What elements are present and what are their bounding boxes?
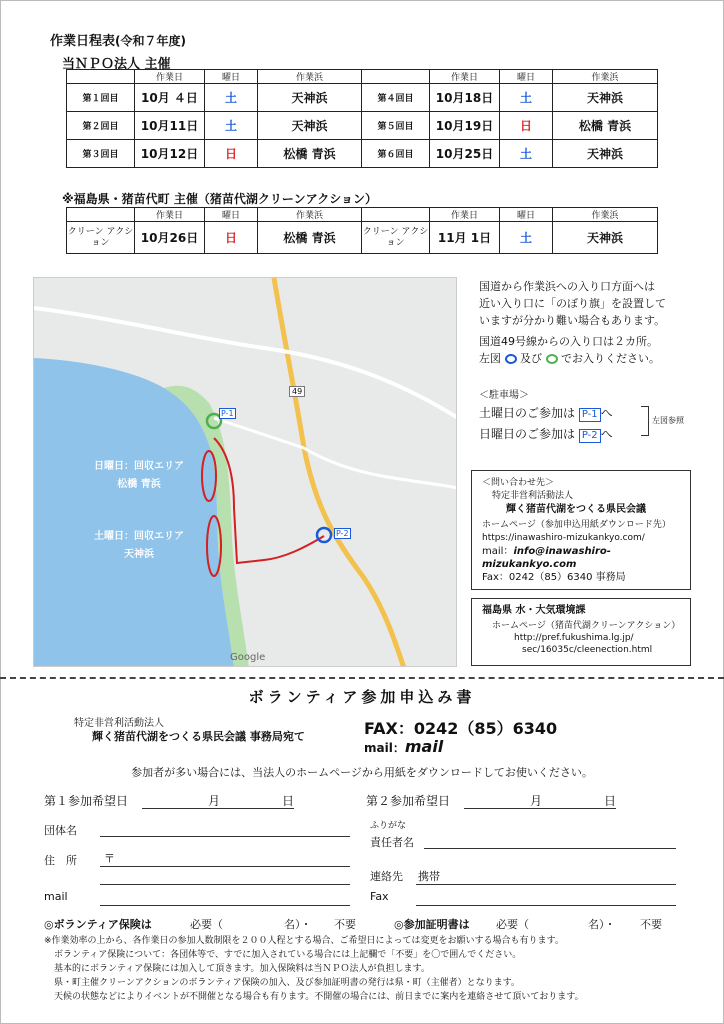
parking-saturday: 土曜日のご参加は P-1 へ [479, 406, 613, 420]
date-cell: 10月26日 [135, 222, 205, 254]
date-cell: 10月25日 [430, 140, 500, 168]
note-line: 県・町主催クリーンアクションのボランティア保険の加入、及び参加証明書の発行は県・町（主催者）となります。 [54, 978, 520, 988]
beach-cell: 天神浜 [553, 140, 658, 168]
route-49-road [274, 278, 404, 667]
beach-cell: 天神浜 [258, 84, 362, 112]
header-weekday: 曜日 [205, 70, 258, 84]
form-fax: FAX：0242（85）6340 [364, 719, 558, 738]
insurance-label: ◎ボランティア保険は [44, 918, 152, 931]
header-date: 作業日 [135, 208, 205, 222]
clean-action-heading: ※福島県・猪苗代町 主催（猪苗代湖クリーンアクション） [62, 192, 378, 206]
certificate-label: ◎参加証明書は [394, 918, 470, 931]
notes [44, 934, 720, 1004]
header-date: 作業日 [135, 70, 205, 84]
address-field[interactable] [100, 866, 350, 867]
table-header-row [67, 70, 658, 84]
note-line: 天候の状態などによりイベントが不開催となる場合も有ります。不開催の場合には、前日までに案内を連絡させて頂いております。 [54, 992, 584, 1002]
weekday-cell: 日 [205, 140, 258, 168]
date-cell: 10月 ４日 [135, 84, 205, 112]
header-weekday: 曜日 [500, 70, 553, 84]
weekday-cell: 日 [205, 222, 258, 254]
download-note: 参加者が多い場合には、当法人のホームページから用紙をダウンロードしてお使いください。 [131, 766, 593, 779]
leader-label: 責任者名 [370, 836, 414, 849]
parking-heading: ＜駐車場＞ [479, 390, 529, 401]
contact-label: 連絡先 [370, 870, 403, 883]
contact-box: ＜問い合わせ先＞ 特定非営利活動法人 輝く猪苗代湖をつくる県民会議 ホームページ（参加申込用紙ダウンロード先） https://inawashiro-mizukankyo.com/ mail：info@inawashiro-mizukankyo.com Fax：0242（85）6340 事務局 [471, 470, 691, 590]
fax-label: Fax [370, 890, 389, 903]
wish-date-2-label: 第２参加希望日 [366, 794, 451, 808]
order-cell: クリーン アクション [362, 222, 430, 254]
form-title: ボランティア参加申込み書 [248, 688, 476, 706]
mobile-label: 携帯 [418, 870, 440, 883]
header-beach: 作業浜 [553, 70, 658, 84]
sunday-area-label: 日曜日：回収エリア 松橋 青浜 [94, 461, 184, 490]
table-row [67, 112, 658, 140]
date-cell: 11月 1日 [430, 222, 500, 254]
mail-label: mail [44, 890, 68, 903]
certificate-need[interactable]: 必要（ [496, 918, 529, 931]
weekday-cell: 日 [500, 112, 553, 140]
order-cell: クリーン アクション [67, 222, 135, 254]
beach-cell: 松橋 青浜 [258, 140, 362, 168]
p2-map-label: P-2 [336, 529, 349, 538]
schedule-title: 作業日程表(令和７年度) [50, 34, 186, 49]
month-label: 月 [530, 794, 543, 808]
date-cell: 10月12日 [135, 140, 205, 168]
saturday-area-label: 土曜日：回収エリア 天神浜 [94, 531, 184, 560]
furigana-label: ふりがな [370, 821, 407, 831]
day-label: 日 [604, 794, 617, 808]
fax-field[interactable] [416, 905, 676, 906]
weekday-cell: 土 [500, 140, 553, 168]
cut-line [0, 677, 724, 679]
insurance-persons: 名）・ [284, 918, 312, 931]
weekday-cell: 土 [500, 84, 553, 112]
npo-heading: 当ＮＰＯ法人 主催 [62, 57, 171, 72]
group-field[interactable] [100, 836, 350, 837]
beach-cell: 天神浜 [553, 222, 658, 254]
header-weekday: 曜日 [500, 208, 553, 222]
date-cell: 10月11日 [135, 112, 205, 140]
header-weekday: 曜日 [205, 208, 258, 222]
certificate-no-need[interactable]: 不要 [640, 918, 662, 931]
address-field-2[interactable] [100, 884, 350, 885]
table-row [67, 84, 658, 112]
order-cell: 第５回目 [362, 112, 430, 140]
beach-cell: 天神浜 [258, 112, 362, 140]
wish-date-1-label: 第１参加希望日 [44, 794, 129, 808]
order-cell: 第３回目 [67, 140, 135, 168]
order-cell: 第２回目 [67, 112, 135, 140]
google-logo: Google [230, 652, 266, 663]
entrance-info: 国道から作業浜への入り口方面へは 近い入り口に「のぼり旗」を設置して いますが分かり難い場合もあります。 国道49号線からの入り口は２カ所。 左図 及び でお入りください。 [479, 280, 666, 365]
header-beach: 作業浜 [258, 70, 362, 84]
date-cell: 10月19日 [430, 112, 500, 140]
note-line: ボランティア保険について：各団体等で、すでに加入されている場合には上記欄で「不要」を〇で囲んでください。 [54, 950, 522, 960]
form-org-1: 特定非営利活動法人 [74, 718, 164, 729]
weekday-cell: 土 [205, 84, 258, 112]
beach-cell: 松橋 青浜 [258, 222, 362, 254]
table-header-row [67, 208, 658, 222]
map-reference: 左図参照 [652, 416, 684, 425]
prefecture-box: 福島県 水・大気環境課 ホームページ（猪苗代湖クリーンアクション） http://pref.fukushima.lg.jp/ sec/16035c/cleenection.html [471, 598, 691, 666]
header-date: 作業日 [430, 208, 500, 222]
date-cell: 10月18日 [430, 84, 500, 112]
beach-cell: 天神浜 [553, 84, 658, 112]
insurance-no-need[interactable]: 不要 [334, 918, 356, 931]
table-row [67, 140, 658, 168]
road [304, 448, 457, 488]
form-org-2: 輝く猪苗代湖をつくる県民会議 事務局宛て [92, 730, 305, 743]
table-row [67, 222, 658, 254]
note-line: 基本的にボランティア保険には加入して頂きます。加入保険料は当ＮＰＯ法人が負担します。 [54, 964, 430, 974]
area-map [33, 277, 457, 667]
p1-map-label: P-1 [221, 409, 234, 418]
header-beach: 作業浜 [258, 208, 362, 222]
group-label: 団体名 [44, 824, 77, 837]
order-cell: 第４回目 [362, 84, 430, 112]
note-line: ※作業効率の上から、各作業日の参加人数制限を２００人程とする場合、ご希望日によっては変更をお願いする場合も有ります。 [44, 936, 564, 946]
header-date: 作業日 [430, 70, 500, 84]
parking-sunday: 日曜日のご参加は P-2 へ [479, 427, 613, 441]
entrance-blue-marker [317, 528, 331, 542]
bracket [641, 406, 649, 436]
address-label: 住 所 [44, 854, 77, 867]
insurance-need[interactable]: 必要（ [190, 918, 223, 931]
order-cell: 第１回目 [67, 84, 135, 112]
blue-circle-icon [505, 354, 517, 364]
green-circle-icon [546, 354, 558, 364]
mobile-field[interactable] [416, 884, 676, 885]
route-number-label: 49 [289, 386, 305, 397]
weekday-cell: 土 [500, 222, 553, 254]
header-beach: 作業浜 [553, 208, 658, 222]
form-mail: mail：mail [364, 737, 444, 756]
road [214, 418, 304, 448]
beach-cell: 松橋 青浜 [553, 112, 658, 140]
npo-schedule-table [66, 69, 658, 168]
certificate-persons: 名）・ [588, 918, 616, 931]
mail-field[interactable] [100, 905, 350, 906]
day-label: 日 [282, 794, 295, 808]
month-label: 月 [208, 794, 221, 808]
order-cell: 第６回目 [362, 140, 430, 168]
clean-action-table [66, 207, 658, 254]
postal-mark: 〒 [104, 852, 115, 865]
leader-field[interactable] [424, 848, 676, 849]
weekday-cell: 土 [205, 112, 258, 140]
